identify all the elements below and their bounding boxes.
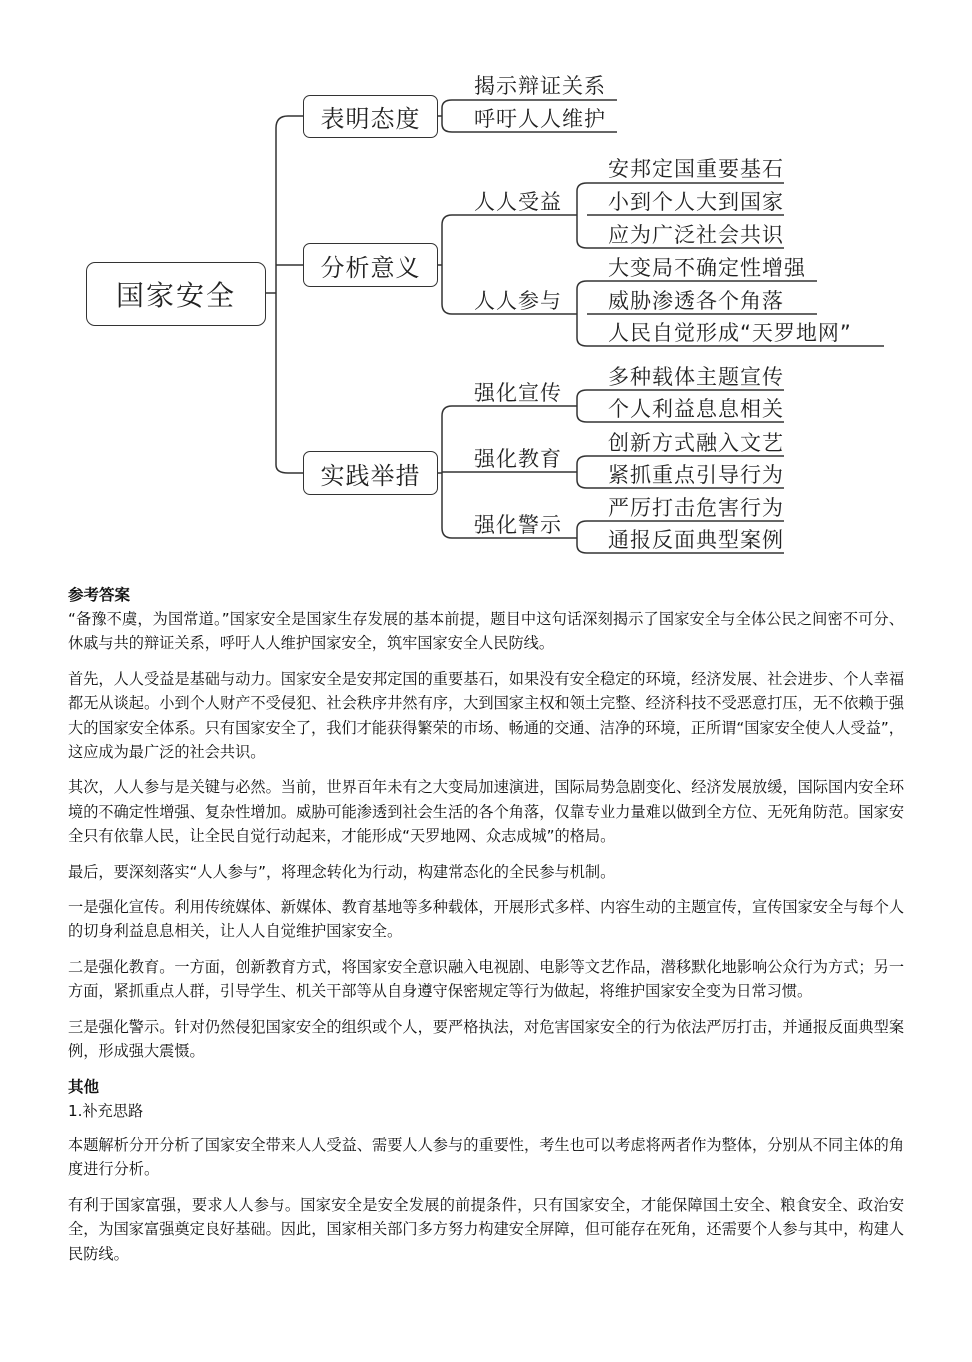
other-paragraph: 有利于国家富强，要求人人参与。国家安全是安全发展的前提条件，只有国家安全，才能保障国土安全、粮食安全、政治安全，为国家富强奠定良好基础。因此，国家相关部门多方努力构建安全屏障，但可能存在死角，还需要个人参与其中，构建人民防线。 — [68, 1195, 904, 1263]
answer-paragraph: 其次，人人参与是关键与必然。当前，世界百年未有之大变局加速演进，国际局势急剧变化、经济发展放缓，国际国内安全环境的不确定性增强、复杂性增加。威胁可能渗透到社会生活的各个角落，仅靠专业力量难以做到全方位、无死角防范。国家安全只有依靠人民，让全民自觉行动起来，才能形成“天罗地网、众志成城”的格局。 — [68, 778, 904, 846]
answer-paragraph: 最后，要深刻落实“人人参与”，将理念转化为行动，构建常态化的全民参与机制。 — [68, 862, 616, 881]
answer-heading: 参考答案 — [68, 586, 131, 604]
group-label: 强化警示 — [474, 513, 562, 537]
leaf-text: 个人利益息息相关 — [608, 397, 784, 421]
root-node — [86, 262, 266, 326]
leaf-text: 小到个人大到国家 — [608, 190, 784, 214]
leaf-text: 多种载体主题宣传 — [608, 365, 784, 389]
other-heading: 其他 — [68, 1077, 100, 1096]
leaf-text: 紧抓重点引导行为 — [608, 463, 784, 487]
leaf-text: 大变局不确定性增强 — [608, 256, 806, 280]
root-label: 国家安全 — [115, 279, 236, 312]
branch-label: 表明态度 — [320, 105, 421, 133]
group-label: 强化宣传 — [474, 381, 562, 405]
answer-paragraph: “备豫不虞，为国常道。”国家安全是国家生存发展的基本前提，题目中这句话深刻揭示了国家安全与全体公民之间密不可分、休戚与共的辩证关系，呼吁人人维护国家安全，筑牢国家安全人民防线。 — [68, 610, 904, 653]
leaf-text: 威胁渗透各个角落 — [608, 289, 784, 313]
answer-paragraph: 一是强化宣传。利用传统媒体、新媒体、教育基地等多种载体，开展形式多样、内容生动的主题宣传，宣传国家安全与每个人的切身利益息息相关，让人人自觉维护国家安全。 — [68, 898, 904, 941]
leaf-text: 揭示辩证关系 — [474, 74, 606, 98]
leaf-text: 呼吁人人维护 — [474, 107, 606, 131]
branch-label: 分析意义 — [320, 253, 421, 282]
group-label: 强化教育 — [474, 447, 562, 471]
answer-paragraph: 三是强化警示。针对仍然侵犯国家安全的组织或个人，要严格执法，对危害国家安全的行为依法严厉打击，并通报反面典型案例，形成强大震慑。 — [68, 1017, 904, 1061]
other-subheading: 1.补充思路 — [68, 1101, 144, 1120]
leaf-text: 严厉打击危害行为 — [608, 496, 784, 520]
leaf-text: 安邦定国重要基石 — [608, 157, 784, 181]
branch-node-significance — [303, 243, 438, 287]
group-label: 人人参与 — [474, 289, 562, 313]
branch-node-measures — [303, 451, 438, 495]
mind-map — [0, 0, 972, 570]
answer-body — [68, 583, 904, 1277]
answer-paragraph: 二是强化教育。一方面，创新教育方式，将国家安全意识融入电视剧、电影等文艺作品，潜移默化地影响公众行为方式；另一方面，紧抓重点人群，引导学生、机关干部等从自身遵守保密规定等行为做起，将维护国家安全变为日常习惯。 — [68, 957, 904, 1001]
leaf-text: 创新方式融入文艺 — [608, 431, 784, 455]
leaf-text: 通报反面典型案例 — [608, 528, 784, 552]
leaf-text: 应为广泛社会共识 — [608, 223, 784, 247]
leaf-text: 人民自觉形成“天罗地网” — [608, 321, 852, 345]
branch-node-attitude — [303, 95, 438, 138]
answer-paragraph: 首先，人人受益是基础与动力。国家安全是安邦定国的重要基石，如果没有安全稳定的环境，经济发展、社会进步、个人幸福都无从谈起。小到个人财产不受侵犯、社会秩序井然有序，大到国家主权和领土完整、经济科技不受恶意打压，无不依赖于强大的国家安全体系。只有国家安全了，我们才能获得繁荣的市场、畅通的交通、洁净的环境，正所谓“国家安全使人人受益”，这应成为最广泛的社会共识。 — [68, 669, 904, 762]
branch-label: 实践举措 — [320, 461, 421, 490]
other-paragraph: 本题解析分开分析了国家安全带来人人受益、需要人人参与的重要性，考生也可以考虑将两者作为整体，分别从不同主体的角度进行分析。 — [68, 1135, 904, 1179]
group-label: 人人受益 — [474, 190, 562, 214]
